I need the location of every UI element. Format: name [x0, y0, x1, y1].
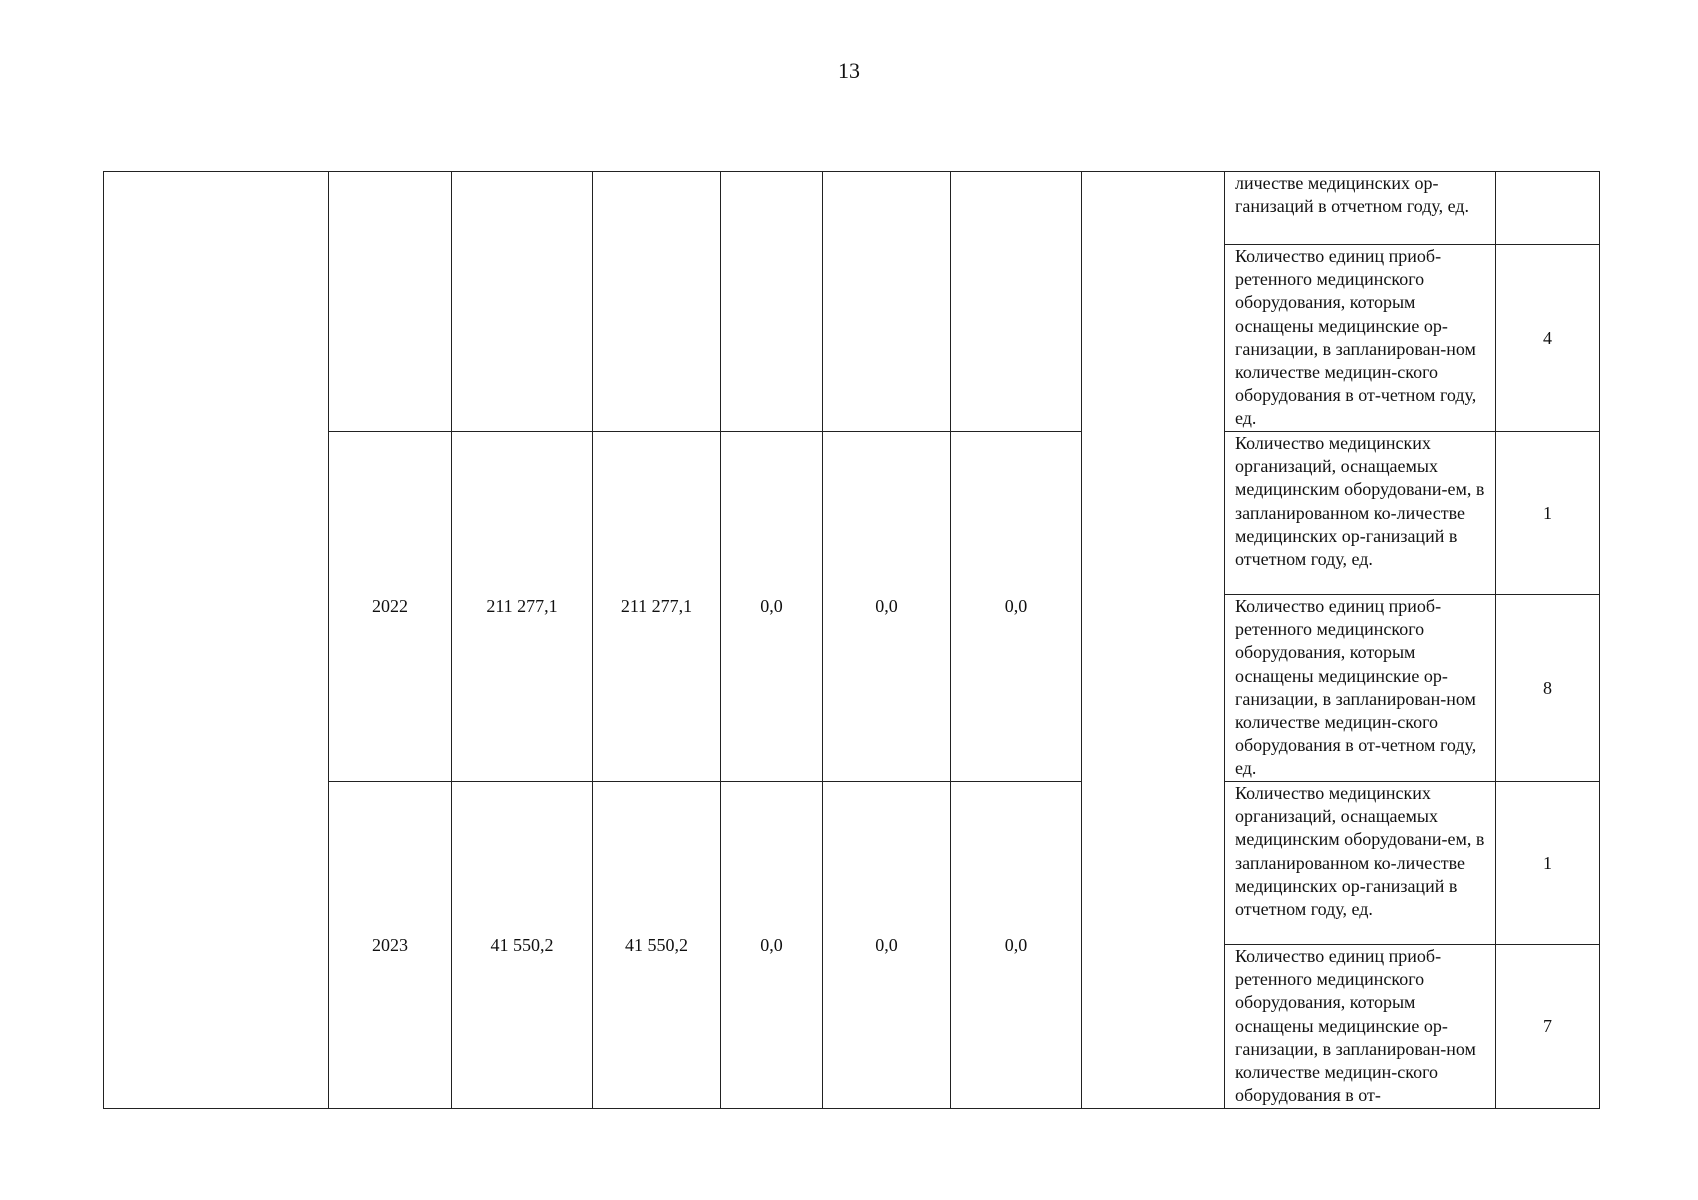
cell-measure-name — [104, 172, 329, 1109]
cell-indicator-value: 7 — [1496, 945, 1600, 1109]
cell-executor — [1082, 172, 1225, 1109]
cell-total: 211 277,1 — [452, 432, 593, 782]
funding-indicators-table — [103, 171, 1600, 1109]
cell-col6 — [951, 172, 1082, 432]
page-number: 13 — [838, 58, 860, 83]
cell-total — [452, 172, 593, 432]
cell-indicator-value: 4 — [1496, 245, 1600, 432]
cell-indicator-text: Количество медицинских организаций, оснащаемых медицинским оборудовани-ем, в запланированном ко-личестве медицинских ор-ганизаций в отчетном году, ед. — [1225, 432, 1496, 595]
cell-col5: 0,0 — [823, 782, 951, 1109]
cell-year: 2022 — [329, 432, 452, 782]
cell-year — [329, 172, 452, 432]
cell-col6: 0,0 — [951, 782, 1082, 1109]
cell-indicator-text: личестве медицинских ор-ганизаций в отчетном году, ед. — [1225, 172, 1496, 245]
cell-indicator-value — [1496, 172, 1600, 245]
cell-indicator-value: 1 — [1496, 432, 1600, 595]
table-row — [104, 432, 1600, 595]
table-row — [104, 782, 1600, 945]
cell-indicator-value: 1 — [1496, 782, 1600, 945]
cell-col5: 0,0 — [823, 432, 951, 782]
cell-indicator-text: Количество единиц приоб-ретенного медицинского оборудования, которым оснащены медицинские ор-ганизации, в запланирован-ном количестве медицин-ского оборудования в от- — [1225, 945, 1496, 1109]
cell-indicator-value: 8 — [1496, 595, 1600, 782]
cell-regional-budget: 211 277,1 — [593, 432, 721, 782]
cell-regional-budget — [593, 172, 721, 432]
cell-indicator-text: Количество единиц приоб-ретенного медицинского оборудования, которым оснащены медицинские ор-ганизации, в запланирован-ном количестве медицин-ского оборудования в от-четном году, ед. — [1225, 595, 1496, 782]
cell-year: 2023 — [329, 782, 452, 1109]
table-row — [104, 172, 1600, 245]
cell-col6: 0,0 — [951, 432, 1082, 782]
cell-col4: 0,0 — [721, 782, 823, 1109]
cell-indicator-text: Количество медицинских организаций, оснащаемых медицинским оборудовани-ем, в запланированном ко-личестве медицинских ор-ганизаций в отчетном году, ед. — [1225, 782, 1496, 945]
cell-col4: 0,0 — [721, 432, 823, 782]
cell-col5 — [823, 172, 951, 432]
cell-col4 — [721, 172, 823, 432]
cell-regional-budget: 41 550,2 — [593, 782, 721, 1109]
cell-indicator-text: Количество единиц приоб-ретенного медицинского оборудования, которым оснащены медицинские ор-ганизации, в запланирован-ном количестве медицин-ского оборудования в от-четном году, ед. — [1225, 245, 1496, 432]
cell-total: 41 550,2 — [452, 782, 593, 1109]
